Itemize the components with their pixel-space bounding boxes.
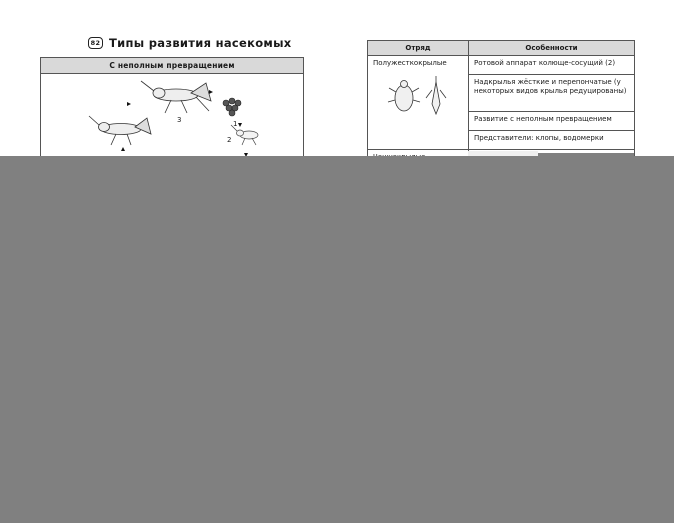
page-number-badge: 82 [88,37,103,49]
feature-cell: Развитие с неполным превращением [469,112,635,131]
adult-grasshopper-icon [141,81,211,113]
stage-label-3: 3 [177,116,182,124]
gray-occlusion [0,156,674,523]
table-row [368,56,635,75]
column-header-features: Особенности [469,41,635,56]
table-header-row [368,41,635,56]
panel-title: С неполным превращением [41,58,303,74]
order-cell [368,56,469,150]
feature-cell: Надкрылья жёсткие и перепончатые (у некоторых видов крылья редуцированы) [469,75,635,112]
grasshopper-icon [89,116,151,145]
bug-illustration-icon [386,74,454,118]
feature-cell: Представители: клопы, водомерки [469,131,635,150]
section-heading [88,36,292,50]
life-cycle-diagram [41,73,305,163]
stage-label-2: 2 [227,136,232,144]
development-panel [40,57,304,161]
feature-cell: Ротовой аппарат колюще-сосущий (2) [469,56,635,75]
order-name: Полужесткокрылые [373,59,447,67]
section-title: Типы развития насекомых [109,36,292,50]
egg-cluster-icon [223,98,241,116]
nymph-icon [231,125,258,145]
stage-label-1: 1 [233,120,238,128]
column-header-order: Отряд [368,41,469,56]
